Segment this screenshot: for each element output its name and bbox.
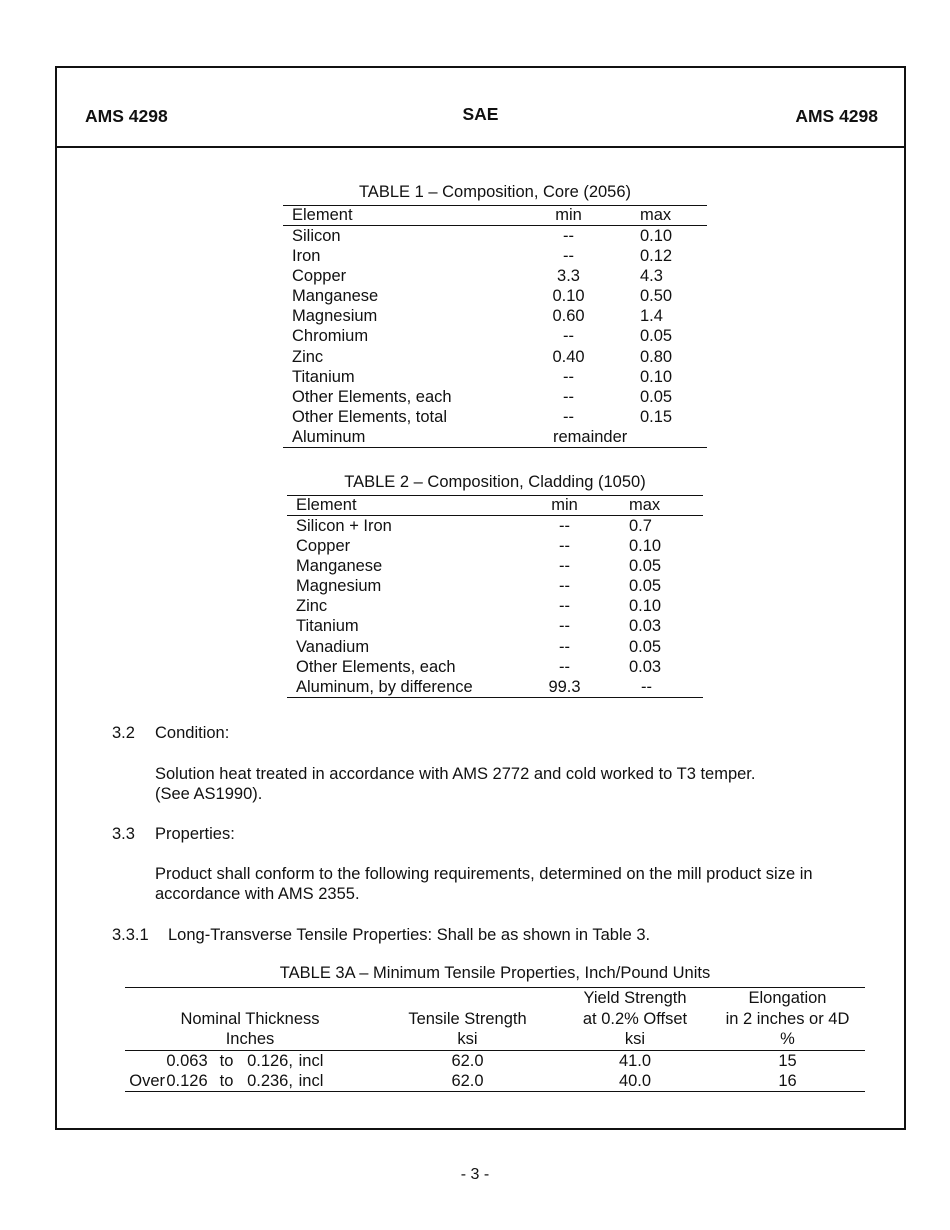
table-row: [125, 1050, 865, 1071]
section-title: Condition:: [155, 724, 230, 742]
table-row: [287, 516, 703, 537]
elongation-value: 15: [778, 1051, 797, 1070]
table-row: [283, 387, 707, 407]
yield-value: 41.0: [618, 1051, 652, 1070]
col-element: Element: [283, 206, 535, 226]
element-name: Vanadium: [296, 637, 370, 656]
section-3-3-line1: Product shall conform to the following requirements, determined on the mill product size in: [155, 865, 813, 883]
table-row: [283, 326, 707, 346]
max-value: 0.05: [640, 327, 673, 346]
max-value: 0.10: [629, 537, 662, 556]
element-name: Chromium: [292, 327, 369, 346]
table-row: [287, 677, 703, 698]
element-name: Manganese: [296, 557, 383, 576]
element-name: Silicon + Iron: [296, 517, 392, 535]
section-text: Long-Transverse Tensile Properties: Shall be as shown in Table 3.: [168, 926, 651, 944]
yield-header-1: Yield Strength: [560, 988, 710, 1009]
section-number: 3.3: [112, 825, 135, 843]
max-value: 0.10: [629, 597, 662, 616]
thickness-to: 0.236,: [247, 1071, 293, 1090]
section-3-3-1: [112, 925, 651, 945]
section-title: Properties:: [155, 825, 235, 843]
table-row: [283, 246, 707, 266]
col-min: min: [535, 206, 602, 226]
min-value: --: [563, 407, 574, 426]
min-value: --: [563, 387, 574, 406]
table-row: [287, 616, 703, 636]
tensile-header-2: ksi: [375, 1029, 560, 1050]
min-value: --: [559, 557, 570, 576]
min-value: 0.40: [552, 347, 585, 366]
element-name: Iron: [292, 247, 321, 266]
thickness-incl: incl: [298, 1071, 324, 1090]
max-value: 0.10: [640, 227, 673, 245]
element-name: Silicon: [292, 227, 341, 245]
max-value: 0.05: [629, 637, 662, 656]
min-value: 3.3: [557, 267, 580, 286]
table-row: [283, 306, 707, 326]
section-3-2-line2: (See AS1990).: [155, 785, 263, 803]
element-name: Titanium: [296, 617, 359, 636]
min-value: --: [563, 367, 574, 386]
element-name: Other Elements, each: [292, 387, 452, 406]
min-value: --: [559, 657, 570, 676]
table-row: [283, 266, 707, 286]
thickness-to: 0.126,: [247, 1051, 293, 1070]
table-row: [125, 1071, 865, 1092]
element-name: Other Elements, total: [292, 407, 447, 426]
yield-header-2: at 0.2% Offset: [582, 1009, 688, 1028]
min-value: --: [559, 537, 570, 556]
element-name: Other Elements, each: [296, 657, 456, 676]
min-value: --: [559, 597, 570, 616]
yield-header-3: ksi: [560, 1029, 710, 1050]
element-name: Aluminum, by difference: [287, 677, 531, 698]
element-name: Manganese: [292, 287, 379, 306]
elong-header-1: Elongation: [710, 988, 865, 1009]
min-value: --: [559, 617, 570, 636]
thickness-to-word: to: [219, 1071, 234, 1090]
max-value: 0.05: [629, 577, 662, 596]
max-value: 0.50: [640, 287, 673, 306]
max-value: 0.10: [640, 367, 673, 386]
max-value: 0.05: [629, 557, 662, 576]
table-row: [283, 347, 707, 367]
min-value: --: [563, 247, 574, 266]
yield-value: 40.0: [560, 1071, 710, 1092]
table-row: [287, 637, 703, 657]
section-number: 3.3.1: [112, 926, 149, 944]
element-name: Zinc: [296, 597, 328, 616]
max-value: 0.80: [640, 347, 673, 366]
element-name: Copper: [292, 267, 347, 286]
thickness-range: [125, 1071, 375, 1092]
table-row: [283, 226, 707, 247]
table-row: [283, 407, 707, 427]
min-value: 0.10: [552, 287, 585, 306]
tensile-value: 62.0: [451, 1051, 484, 1070]
max-value: 0.12: [640, 247, 673, 266]
table-core-composition: [283, 183, 707, 448]
max-value: 0.03: [629, 657, 662, 676]
thickness-from: 0.126: [166, 1071, 208, 1090]
table-tensile-properties: [125, 964, 865, 1092]
section-number: 3.2: [112, 724, 135, 742]
col-element: Element: [287, 496, 531, 516]
elong-header-3: %: [710, 1029, 865, 1050]
section-3-3-line2: accordance with AMS 2355.: [155, 885, 360, 903]
table-row: [287, 657, 703, 677]
col-max: max: [598, 496, 703, 516]
thickness-header-1: Nominal Thickness: [180, 1009, 320, 1028]
table1-caption: TABLE 1 – Composition, Core (2056): [358, 183, 632, 201]
thickness-prefix: Over: [129, 1071, 165, 1090]
elongation-value: 16: [710, 1071, 865, 1092]
doc-number-right: AMS 4298: [795, 106, 878, 126]
thickness-from: 0.063: [166, 1051, 208, 1070]
min-value: 99.3: [531, 677, 598, 698]
element-name: Magnesium: [292, 307, 378, 326]
col-max: max: [602, 206, 707, 226]
min-value: --: [559, 637, 570, 656]
thickness-header-2: Inches: [125, 1029, 375, 1050]
table-row: [287, 596, 703, 616]
element-name: Aluminum: [283, 427, 535, 448]
elong-header-2: in 2 inches or 4D: [725, 1009, 850, 1028]
max-value: --: [598, 677, 703, 698]
table-row: [283, 367, 707, 387]
table-row: [283, 427, 707, 448]
org-name: SAE: [462, 104, 499, 124]
table1-header-row: [283, 206, 707, 226]
section-3-3-heading: [112, 824, 235, 844]
element-name: Titanium: [292, 367, 355, 386]
min-value: 0.60: [552, 307, 585, 326]
thickness-to-word: to: [219, 1051, 234, 1070]
doc-number-left: AMS 4298: [85, 106, 168, 126]
element-name: Copper: [296, 537, 351, 556]
tensile-value: 62.0: [375, 1071, 560, 1092]
min-value: --: [563, 227, 574, 245]
min-value: --: [559, 517, 570, 535]
thickness-range: [125, 1050, 375, 1071]
page-header: [57, 68, 904, 148]
max-value: 4.3: [640, 267, 663, 286]
table-row: [287, 576, 703, 596]
section-3-2-line1: Solution heat treated in accordance with AMS 2772 and cold worked to T3 temper.: [155, 765, 756, 783]
max-value: 0.15: [640, 407, 673, 426]
table-row: [287, 556, 703, 576]
table2-header-row: [287, 496, 703, 516]
table3-caption: TABLE 3A – Minimum Tensile Properties, Inch/Pound Units: [279, 964, 711, 982]
max-value: 0.03: [629, 617, 662, 636]
section-3-2-heading: [112, 723, 230, 743]
table-row: [283, 286, 707, 306]
min-value: --: [559, 577, 570, 596]
max-value: 0.05: [640, 387, 673, 406]
remainder-value: remainder: [535, 427, 707, 448]
col-min: min: [531, 496, 598, 516]
page-number: - 3 -: [460, 1166, 490, 1183]
table-row: [287, 536, 703, 556]
element-name: Magnesium: [296, 577, 382, 596]
max-value: 0.7: [629, 517, 652, 535]
table2-caption: TABLE 2 – Composition, Cladding (1050): [344, 473, 646, 491]
thickness-incl: incl: [298, 1051, 324, 1070]
max-value: 1.4: [640, 307, 663, 326]
tensile-header-1: Tensile Strength: [408, 1009, 527, 1028]
element-name: Zinc: [292, 347, 324, 366]
min-value: --: [563, 327, 574, 346]
table-cladding-composition: [287, 473, 703, 698]
